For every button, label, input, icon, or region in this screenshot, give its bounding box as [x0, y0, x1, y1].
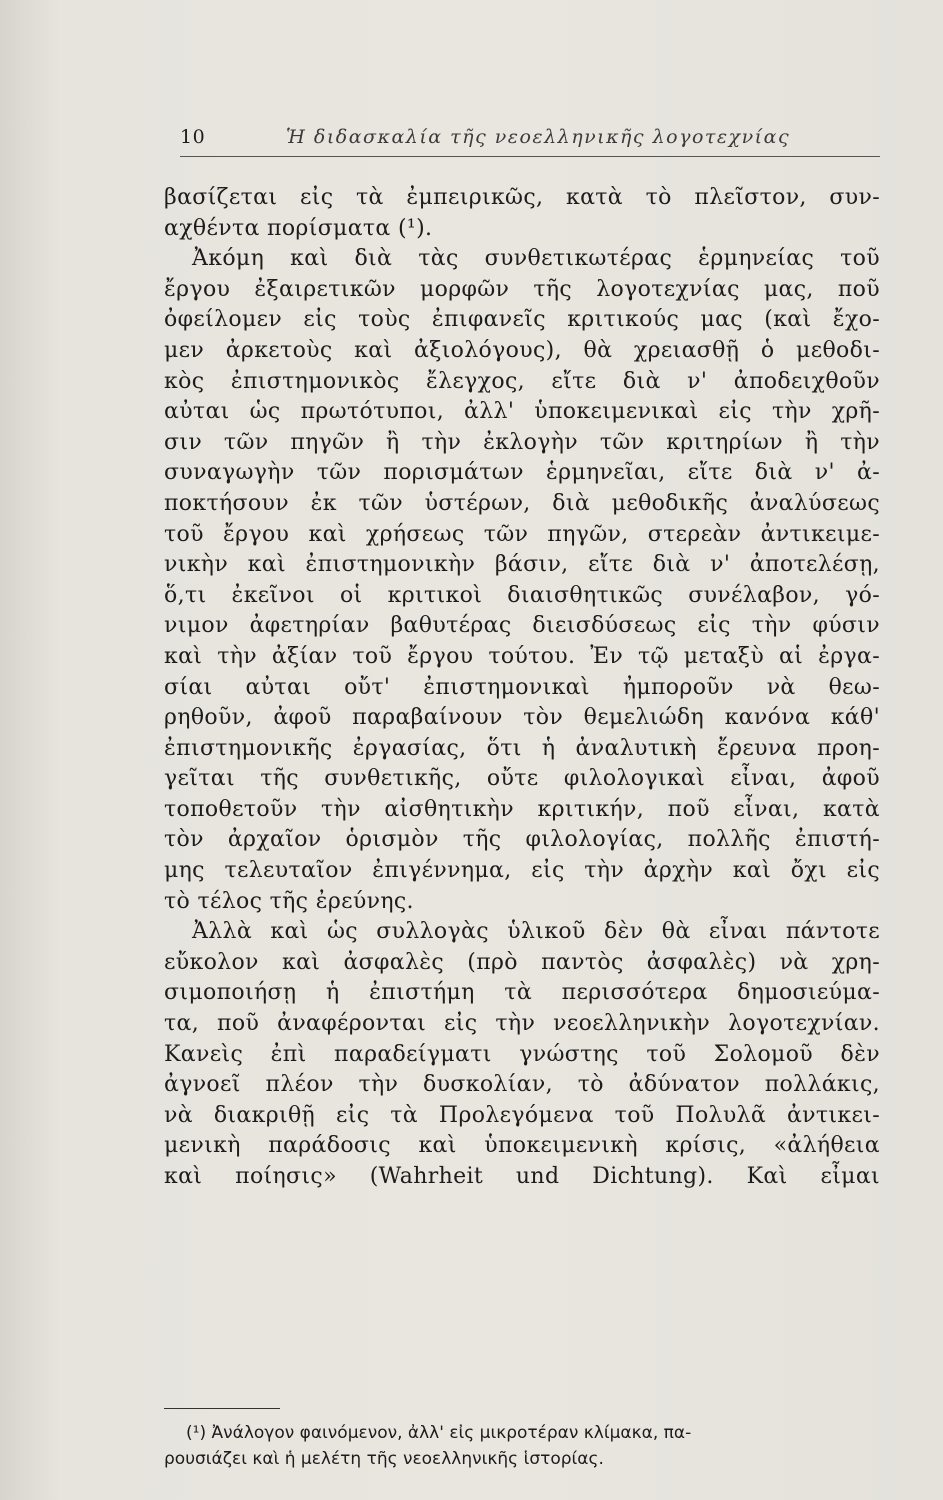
page-number: 10	[180, 126, 206, 148]
text-line: νὰ διακριθῇ εἰς τὰ Προλεγόμενα τοῦ Πολυλᾶ ἀντικει-	[164, 1102, 880, 1128]
text-line: γεῖται τῆς συνθετικῆς, οὔτε φιλολογικαὶ εἶναι, ἀφοῦ	[164, 766, 880, 792]
text-line: μεν ἀρκετοὺς καὶ ἀξιολόγους), θὰ χρειασθῇ ὁ μεθοδι-	[164, 337, 880, 363]
text-line: ἀγνοεῖ πλέον τὴν δυσκολίαν, τὸ ἀδύνατον πολλάκις,	[164, 1072, 880, 1098]
text-line: σιν τῶν πηγῶν ἢ τὴν ἐκλογὴν τῶν κριτηρίων ἢ τὴν	[164, 429, 880, 455]
text-line: συναγωγὴν τῶν πορισμάτων ἑρμηνεῖαι, εἴτε διὰ ν' ἀ-	[164, 460, 880, 486]
text-line: καὶ τὴν ἀξίαν τοῦ ἔργου τούτου. Ἐν τῷ μεταξὺ αἱ ἐργα-	[164, 643, 880, 669]
text-line: Ἀκόμη καὶ διὰ τὰς συνθετικωτέρας ἑρμηνείας τοῦ	[192, 246, 880, 272]
header-rule	[180, 156, 880, 157]
text-line: ὀφείλομεν εἰς τοὺς ἐπιφανεῖς κριτικούς μας (καὶ ἔχο-	[164, 307, 880, 333]
text-line: τὸ τέλος τῆς ἐρεύνης.	[164, 888, 414, 914]
text-line: καὶ ποίησις» (Wahrheit und Dichtung). Καὶ εἶμαι	[164, 1164, 880, 1189]
text-line: ἔργου ἐξαιρετικῶν μορφῶν τῆς λογοτεχνίας μας, ποῦ	[164, 276, 880, 302]
text-line: βασίζεται εἰς τὰ ἐμπειρικῶς, κατὰ τὸ πλεῖστον, συν-	[164, 185, 880, 210]
text-line: Ἀλλὰ καὶ ὡς συλλογὰς ὑλικοῦ δὲν θὰ εἶναι πάντοτε	[192, 919, 880, 945]
text-line: ποκτήσουν ἐκ τῶν ὑστέρων, διὰ μεθοδικῆς ἀναλύσεως	[164, 490, 880, 516]
footnote-line: (¹) Ἀνάλογον φαινόμενον, ἀλλ' εἰς μικροτέραν κλίμακα, πα-	[186, 1423, 692, 1443]
text-line: μενικὴ παράδοσις καὶ ὑποκειμενικὴ κρίσις, «ἀλήθεια	[164, 1133, 880, 1159]
text-line: σιμοποιήσῃ ἡ ἐπιστήμη τὰ περισσότερα δημοσιεύμα-	[164, 980, 880, 1006]
text-line: τοῦ ἔργου καὶ χρήσεως τῶν πηγῶν, στερεὰν ἀντικειμε-	[164, 521, 880, 547]
text-line: τὸν ἀρχαῖον ὁρισμὸν τῆς φιλολογίας, πολλῆς ἐπιστή-	[164, 827, 880, 853]
body-text	[164, 183, 880, 1193]
text-line: τοποθετοῦν τὴν αἰσθητικὴν κριτικήν, ποῦ εἶναι, κατὰ	[164, 796, 880, 822]
text-line: κὸς ἐπιστημονικὸς ἔλεγχος, εἴτε διὰ ν' ἀποδειχθοῦν	[164, 368, 880, 394]
text-line: τα, ποῦ ἀναφέρονται εἰς τὴν νεοελληνικὴν λογοτεχνίαν.	[164, 1011, 880, 1037]
footnote-rule	[164, 1408, 280, 1409]
text-line: ρηθοῦν, ἀφοῦ παραβαίνουν τὸν θεμελιώδη κανόνα κάθ'	[164, 705, 880, 731]
text-line: αχθέντα πορίσματα (¹).	[164, 215, 433, 241]
running-title: Ἡ διδασκαλία τῆς νεοελληνικῆς λογοτεχνίας	[286, 126, 791, 148]
text-line: νικὴν καὶ ἐπιστημονικὴν βάσιν, εἴτε διὰ ν' ἀποτελέσῃ,	[164, 552, 880, 578]
text-line: Κανεὶς ἐπὶ παραδείγματι γνώστης τοῦ Σολομοῦ δὲν	[164, 1041, 880, 1067]
footnote-line: ρουσιάζει καὶ ἡ μελέτη τῆς νεοελληνικῆς ἱστορίας.	[164, 1449, 604, 1469]
footnote	[164, 1420, 880, 1472]
text-line: αὐται ὡς πρωτότυποι, ἀλλ' ὑποκειμενικαὶ εἰς τὴν χρῆ-	[164, 399, 880, 425]
text-line: νιμον ἀφετηρίαν βαθυτέρας διεισδύσεως εἰς τὴν φύσιν	[164, 613, 880, 639]
text-line: εὔκολον καὶ ἀσφαλὲς (πρὸ παντὸς ἀσφαλὲς) νὰ χρη-	[164, 949, 880, 975]
text-line: σίαι αὐται οὔτ' ἐπιστημονικαὶ ἠμποροῦν νὰ θεω-	[164, 674, 880, 700]
text-line: ὅ,τι ἐκεῖνοι οἱ κριτικοὶ διαισθητικῶς συνέλαβον, γό-	[164, 582, 880, 608]
text-line: μης τελευταῖον ἐπιγέννημα, εἰς τὴν ἀρχὴν καὶ ὄχι εἰς	[164, 858, 880, 884]
running-header	[180, 122, 880, 156]
text-line: ἐπιστημονικῆς ἐργασίας, ὅτι ἡ ἀναλυτικὴ ἔρευνα προη-	[164, 735, 880, 761]
